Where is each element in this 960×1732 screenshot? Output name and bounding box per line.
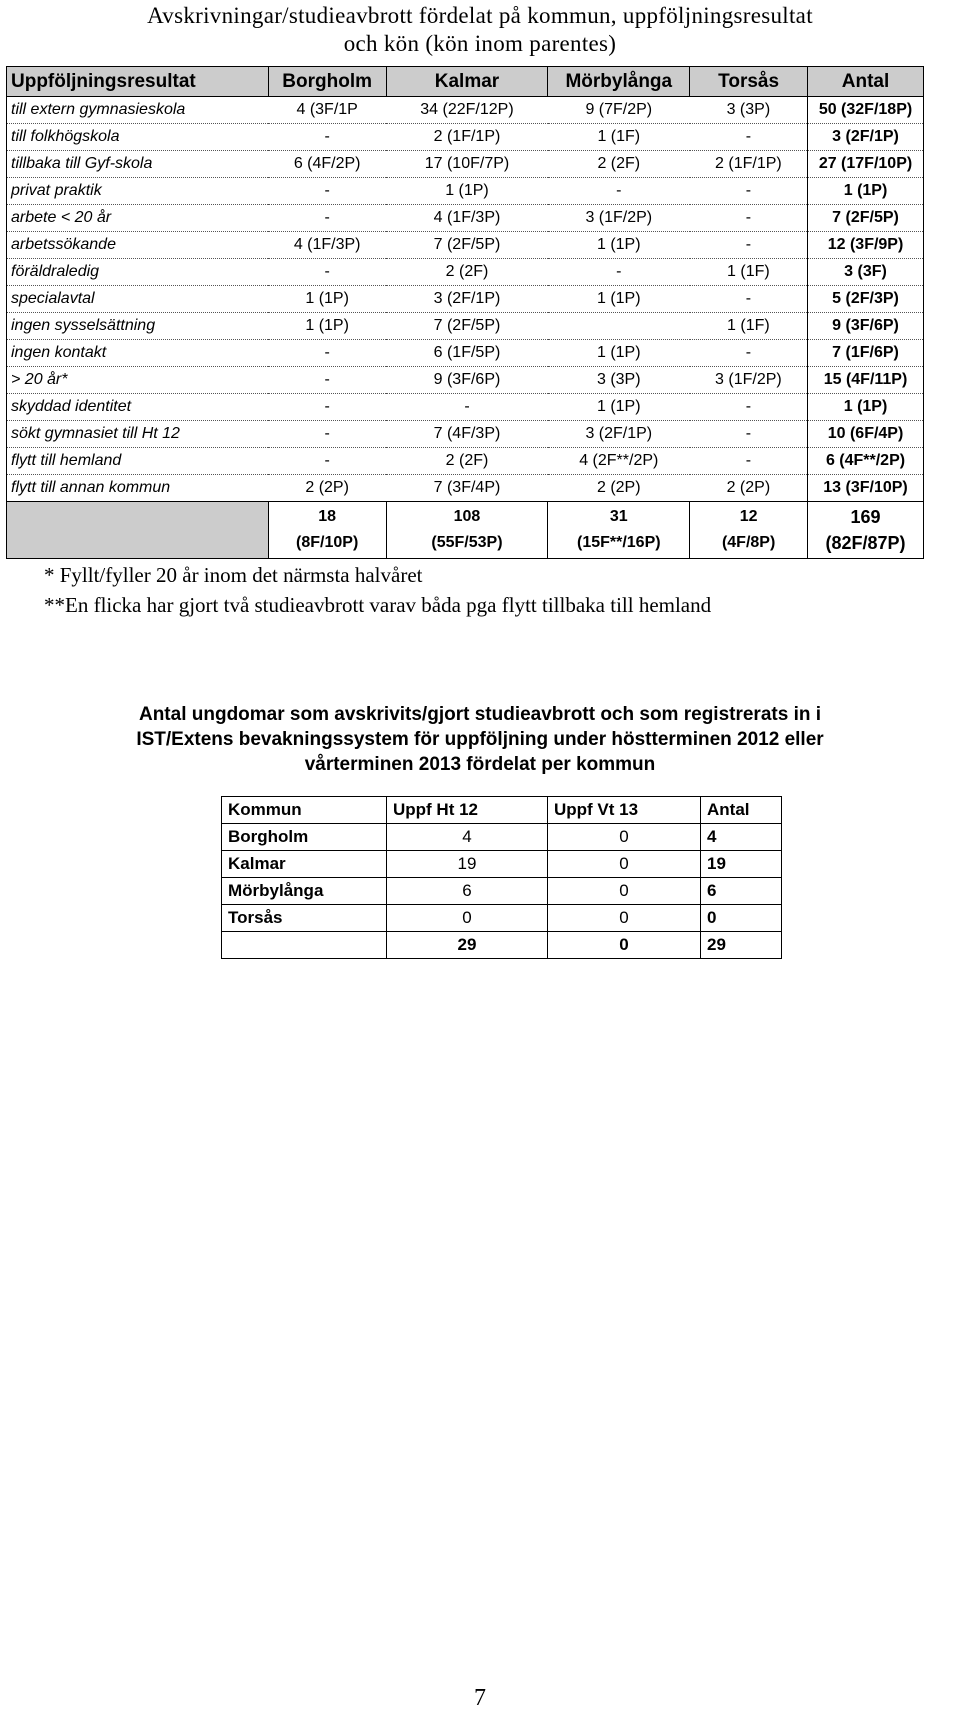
row-value: 2 (2F) (548, 151, 690, 178)
sum-torsas (690, 502, 808, 559)
uppf-ht-value: 4 (387, 824, 548, 851)
header-morbylanga: Mörbylånga (548, 67, 690, 97)
sum-morbylanga (548, 502, 690, 559)
row-value: 1 (1P) (548, 394, 690, 421)
sum-split: (82F/87P) (825, 533, 906, 553)
table-row (7, 151, 924, 178)
kommun-total-row (222, 932, 782, 959)
row-value: 1 (1F) (690, 313, 808, 340)
antal-value: 0 (701, 905, 782, 932)
antal-value: 4 (701, 824, 782, 851)
row-value: 6 (4F/2P) (268, 151, 386, 178)
row-value: - (690, 178, 808, 205)
antal-value: 29 (701, 932, 782, 959)
header-torsas: Torsås (690, 67, 808, 97)
table-row (7, 232, 924, 259)
row-value: - (268, 205, 386, 232)
table-row (7, 259, 924, 286)
row-value: 4 (1F/3P) (268, 232, 386, 259)
results-sum-row (7, 502, 924, 559)
row-label: till folkhögskola (7, 124, 269, 151)
row-value: 1 (1P) (268, 313, 386, 340)
row-value: 3 (3P) (690, 97, 808, 124)
kommun-name: Kalmar (222, 851, 387, 878)
row-value: - (268, 124, 386, 151)
row-total: 13 (3F/10P) (808, 475, 924, 502)
row-value: 3 (1F/2P) (548, 205, 690, 232)
kommun-name (222, 932, 387, 959)
kommun-name: Torsås (222, 905, 387, 932)
table-row (7, 178, 924, 205)
kommun-row (222, 824, 782, 851)
kommun-name: Borgholm (222, 824, 387, 851)
row-value: - (548, 178, 690, 205)
row-label: arbetssökande (7, 232, 269, 259)
sum-split: (8F/10P) (296, 534, 359, 551)
row-value: 2 (2P) (548, 475, 690, 502)
row-value: 7 (3F/4P) (386, 475, 548, 502)
row-value: 1 (1F) (690, 259, 808, 286)
row-label: sökt gymnasiet till Ht 12 (7, 421, 269, 448)
row-value: 2 (2F) (386, 448, 548, 475)
antal-value: 6 (701, 878, 782, 905)
row-value: 7 (2F/5P) (386, 232, 548, 259)
row-value: 1 (1F) (548, 124, 690, 151)
sum-value: 169 (850, 507, 881, 527)
kommun-row (222, 905, 782, 932)
uppf-ht-value: 0 (387, 905, 548, 932)
kommun-row (222, 851, 782, 878)
row-value (548, 313, 690, 340)
footnotes (44, 560, 711, 620)
row-value: - (268, 178, 386, 205)
table-row (7, 286, 924, 313)
sum-kalmar (386, 502, 548, 559)
row-value: 2 (2F) (386, 259, 548, 286)
section-heading-line-1: Antal ungdomar som avskrivits/gjort studieavbrott och som registrerats in i (138, 704, 822, 725)
table-row (7, 313, 924, 340)
sum-total (808, 502, 924, 559)
row-value: 4 (1F/3P) (386, 205, 548, 232)
row-total: 1 (1P) (808, 178, 924, 205)
kommun-header-row (222, 797, 782, 824)
kommun-row (222, 878, 782, 905)
row-value: 2 (1F/1P) (386, 124, 548, 151)
row-total: 7 (2F/5P) (808, 205, 924, 232)
row-total: 9 (3F/6P) (808, 313, 924, 340)
row-label: arbete < 20 år (7, 205, 269, 232)
row-value: - (690, 205, 808, 232)
row-label: tillbaka till Gyf-skola (7, 151, 269, 178)
row-label: specialavtal (7, 286, 269, 313)
row-label: flytt till annan kommun (7, 475, 269, 502)
row-total: 15 (4F/11P) (808, 367, 924, 394)
row-value: 3 (3P) (548, 367, 690, 394)
row-value: 7 (2F/5P) (386, 313, 548, 340)
row-value: - (690, 124, 808, 151)
row-value: 1 (1P) (268, 286, 386, 313)
header-antal: Antal (808, 67, 924, 97)
row-value: - (268, 367, 386, 394)
document-title (0, 2, 960, 58)
page-number: 7 (474, 1685, 486, 1711)
antal-value: 19 (701, 851, 782, 878)
sum-value: 108 (453, 508, 481, 525)
results-header-row (7, 67, 924, 97)
footnote-age: * Fyllt/fyller 20 år inom det närmsta halvåret (44, 563, 423, 587)
uppf-vt-value: 0 (548, 851, 701, 878)
row-label: föräldraledig (7, 259, 269, 286)
row-label: flytt till hemland (7, 448, 269, 475)
row-value: 3 (1F/2P) (690, 367, 808, 394)
row-value: 3 (2F/1P) (386, 286, 548, 313)
row-value: - (268, 421, 386, 448)
row-label: privat praktik (7, 178, 269, 205)
row-value: - (386, 394, 548, 421)
sum-split: (15F**/16P) (576, 534, 661, 551)
row-value: - (690, 448, 808, 475)
row-total: 1 (1P) (808, 394, 924, 421)
row-total: 12 (3F/9P) (808, 232, 924, 259)
row-value: 4 (2F**/2P) (548, 448, 690, 475)
row-value: 17 (10F/7P) (386, 151, 548, 178)
title-line-2: och kön (kön inom parentes) (343, 31, 617, 56)
row-value: 2 (2P) (690, 475, 808, 502)
row-value: 9 (3F/6P) (386, 367, 548, 394)
row-label: > 20 år* (7, 367, 269, 394)
uppf-ht-header: Uppf Ht 12 (387, 797, 548, 824)
row-value: - (690, 340, 808, 367)
row-label: till extern gymnasieskola (7, 97, 269, 124)
row-total: 5 (2F/3P) (808, 286, 924, 313)
row-value: - (690, 394, 808, 421)
row-value: 2 (2P) (268, 475, 386, 502)
row-value: 3 (2F/1P) (548, 421, 690, 448)
kommun-table (221, 796, 782, 959)
table-row (7, 448, 924, 475)
header-kalmar: Kalmar (386, 67, 548, 97)
row-value: 9 (7F/2P) (548, 97, 690, 124)
row-value: 1 (1P) (548, 286, 690, 313)
sum-split: (55F/53P) (431, 534, 503, 551)
row-total: 3 (3F) (808, 259, 924, 286)
uppf-ht-value: 29 (387, 932, 548, 959)
row-value: - (548, 259, 690, 286)
row-total: 3 (2F/1P) (808, 124, 924, 151)
sum-borgholm (268, 502, 386, 559)
section-heading (0, 702, 960, 777)
row-value: - (268, 394, 386, 421)
row-value: 7 (4F/3P) (386, 421, 548, 448)
table-row (7, 394, 924, 421)
row-label: ingen sysselsättning (7, 313, 269, 340)
header-uppfoljningsresultat: Uppföljningsresultat (7, 67, 269, 97)
table-row (7, 340, 924, 367)
header-borgholm: Borgholm (268, 67, 386, 97)
row-value: - (268, 259, 386, 286)
footnote-girl: **En flicka har gjort två studieavbrott varav båda pga flytt tillbaka till hemland (44, 593, 712, 617)
row-value: - (690, 421, 808, 448)
row-total: 50 (32F/18P) (808, 97, 924, 124)
row-value: 34 (22F/12P) (386, 97, 548, 124)
sum-value: 31 (609, 508, 628, 525)
row-value: - (690, 232, 808, 259)
row-value: - (268, 448, 386, 475)
uppf-vt-value: 0 (548, 932, 701, 959)
row-value: 1 (1P) (548, 340, 690, 367)
sum-value: 12 (739, 508, 758, 525)
results-table (6, 66, 924, 559)
uppf-ht-value: 19 (387, 851, 548, 878)
table-row (7, 97, 924, 124)
table-row (7, 124, 924, 151)
antal-header: Antal (701, 797, 782, 824)
row-value: - (268, 340, 386, 367)
row-total: 10 (6F/4P) (808, 421, 924, 448)
kommun-name: Mörbylånga (222, 878, 387, 905)
row-value: 6 (1F/5P) (386, 340, 548, 367)
table-row (7, 421, 924, 448)
sum-label-cell (7, 502, 269, 559)
table-row (7, 367, 924, 394)
section-heading-line-3: vårterminen 2013 fördelat per kommun (304, 754, 656, 775)
row-label: skyddad identitet (7, 394, 269, 421)
row-value: 1 (1P) (548, 232, 690, 259)
row-total: 27 (17F/10P) (808, 151, 924, 178)
kommun-header: Kommun (222, 797, 387, 824)
row-label: ingen kontakt (7, 340, 269, 367)
sum-split: (4F/8P) (721, 534, 776, 551)
title-line-1: Avskrivningar/studieavbrott fördelat på kommun, uppföljningsresultat (147, 3, 813, 28)
row-value: - (690, 286, 808, 313)
row-total: 7 (1F/6P) (808, 340, 924, 367)
sum-value: 18 (318, 508, 337, 525)
uppf-vt-value: 0 (548, 905, 701, 932)
row-total: 6 (4F**/2P) (808, 448, 924, 475)
section-heading-line-2: IST/Extens bevakningssystem för uppföljning under höstterminen 2012 eller (136, 729, 824, 750)
uppf-vt-header: Uppf Vt 13 (548, 797, 701, 824)
uppf-vt-value: 0 (548, 824, 701, 851)
uppf-ht-value: 6 (387, 878, 548, 905)
row-value: 1 (1P) (386, 178, 548, 205)
table-row (7, 475, 924, 502)
row-value: 4 (3F/1P (268, 97, 386, 124)
uppf-vt-value: 0 (548, 878, 701, 905)
table-row (7, 205, 924, 232)
row-value: 2 (1F/1P) (690, 151, 808, 178)
